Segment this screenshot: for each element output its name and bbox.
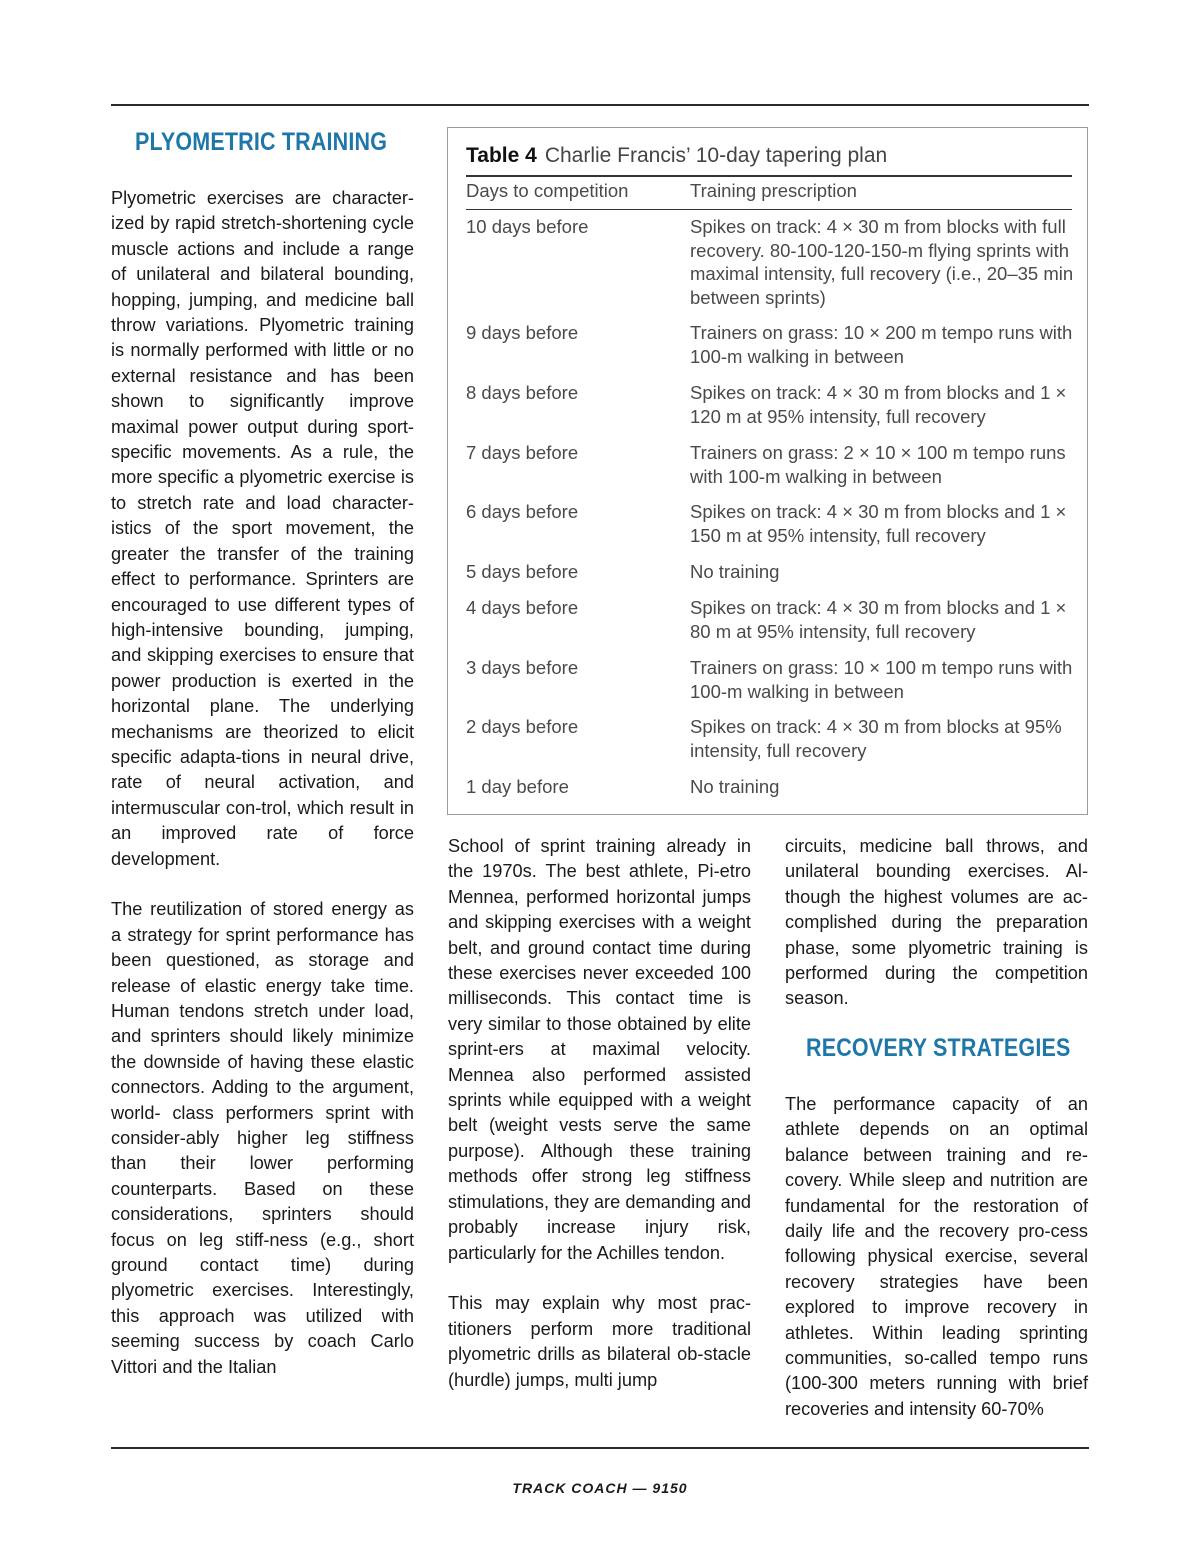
table-title: Charlie Francis’ 10-day tapering plan — [544, 144, 888, 167]
table-cell-prescription: Trainers on grass: 2 × 10 × 100 m tempo runs with 100-m walking in between — [690, 442, 1066, 487]
table-header-days: Days to competition — [466, 180, 629, 201]
left-column — [111, 186, 414, 1380]
table-header-prescription: Training prescription — [690, 180, 857, 201]
paragraph: This may explain why most prac-titioners perform more traditional plyometric drills as bilateral ob-stacle (hurdle) jumps, multi jump — [448, 1293, 751, 1390]
table-cell-prescription: Trainers on grass: 10 × 200 m tempo runs with 100-m walking in between — [690, 322, 1073, 367]
table-cell-prescription: Spikes on track: 4 × 30 m from blocks at 95% intensity, full recovery — [690, 716, 1062, 761]
table-cell-day: 4 days before — [466, 597, 579, 618]
table-cell-day: 7 days before — [466, 442, 579, 463]
table-cell-prescription: Spikes on track: 4 × 30 m from blocks and 1 × 120 m at 95% intensity, full recovery — [690, 382, 1067, 427]
paragraph: The reutilization of stored energy as a strategy for sprint performance has been questioned, as storage and release of elastic energy take time. Human tendons stretch under load, and sprinters should likely minimize the downside of having these elastic connectors. Adding to the argument, world- class performers sprint with consider-ably higher leg stiffness than their lower performing counterparts. Based on these considerations, sprinters should focus on leg stiff-ness (e.g., short ground contact time) during plyometric exercises. Interestingly, this approach was utilized with seeming success by coach Carlo Vittori and the Italian — [111, 899, 414, 1377]
table-cell-prescription: Spikes on track: 4 × 30 m from blocks with full recovery. 80-100-120-150-m flying sprints with maximal intensity, full recovery (i.e., 20–35 min between sprints) — [690, 216, 1074, 308]
table-cell-day: 2 days before — [466, 716, 579, 737]
bottom-rule — [111, 1447, 1089, 1449]
paragraph: School of sprint training already in the 1970s. The best athlete, Pi-etro Mennea, performed horizontal jumps and skipping exercises with a weight belt, and ground contact time during these exercises never exceeded 100 milliseconds. This contact time is very similar to those obtained by elite sprint-ers at maximal velocity. Mennea also performed assisted sprints while equipped with a weight belt (weight vests serve the same purpose). Although these training methods offer strong leg stiffness stimulations, they are demanding and probably increase injury risk, particularly for the Achilles tendon. — [448, 836, 751, 1263]
heading-plyometric-training: PLYOMETRIC TRAINING — [135, 128, 388, 156]
table-cell-day: 3 days before — [466, 657, 579, 678]
table-top-rule — [466, 175, 1072, 177]
table-cell-day: 10 days before — [466, 216, 589, 237]
table-cell-day: 1 day before — [466, 776, 569, 797]
top-rule — [111, 104, 1089, 106]
table-header-rule — [466, 209, 1072, 210]
middle-column — [448, 834, 751, 1393]
table-cell-prescription: Trainers on grass: 10 × 100 m tempo runs with 100-m walking in between — [690, 657, 1073, 702]
tapering-plan-table — [447, 127, 1088, 815]
paragraph: circuits, medicine ball throws, and unilateral bounding exercises. Al-though the highest volumes are ac-complished during the preparation phase, some plyometric training is performed during the competition season. — [785, 836, 1088, 1009]
table-label: Table 4 — [466, 144, 537, 167]
table-cell-prescription: No training — [690, 776, 780, 797]
page-footer: TRACK COACH — 9150 — [512, 1480, 688, 1496]
table-cell-prescription: Spikes on track: 4 × 30 m from blocks and 1 × 80 m at 95% intensity, full recovery — [690, 597, 1067, 642]
paragraph: The performance capacity of an athlete depends on an optimal balance between training and re-covery. While sleep and nutrition are fundamental for the restoration of daily life and the recovery pro-cess following physical exercise, several recovery strategies have been explored to improve recovery in athletes. Within leading sprinting communities, so-called tempo runs (100-300 meters running with brief recoveries and intensity 60-70% — [785, 1094, 1088, 1419]
table-cell-prescription: Spikes on track: 4 × 30 m from blocks and 1 × 150 m at 95% intensity, full recovery — [690, 501, 1067, 546]
table-cell-day: 6 days before — [466, 501, 579, 522]
paragraph: Plyometric exercises are character-ized by rapid stretch-shortening cycle muscle actions and include a range of unilateral and bilateral bounding, hopping, jumping, and medicine ball throw variations. Plyometric training is normally performed with little or no external resistance and has been shown to significantly improve maximal power output during sport-specific movements. As a rule, the more specific a plyometric exercise is to stretch rate and load character-istics of the sport movement, the greater the transfer of the training effect to performance. Sprinters are encouraged to use different types of high-intensive bounding, jumping, and skipping exercises to ensure that power production is exerted in the horizontal plane. The underlying mechanisms are theorized to elicit specific adapta-tions in neural drive, rate of neural activation, and intermuscular con-trol, which result in an improved rate of force development. — [111, 188, 414, 869]
table-cell-day: 9 days before — [466, 322, 579, 343]
table-cell-day: 8 days before — [466, 382, 579, 403]
table-cell-prescription: No training — [690, 561, 780, 582]
right-column — [785, 834, 1088, 1419]
table-cell-day: 5 days before — [466, 561, 579, 582]
heading-recovery-strategies: RECOVERY STRATEGIES — [806, 1034, 1071, 1062]
table-caption — [466, 144, 887, 168]
